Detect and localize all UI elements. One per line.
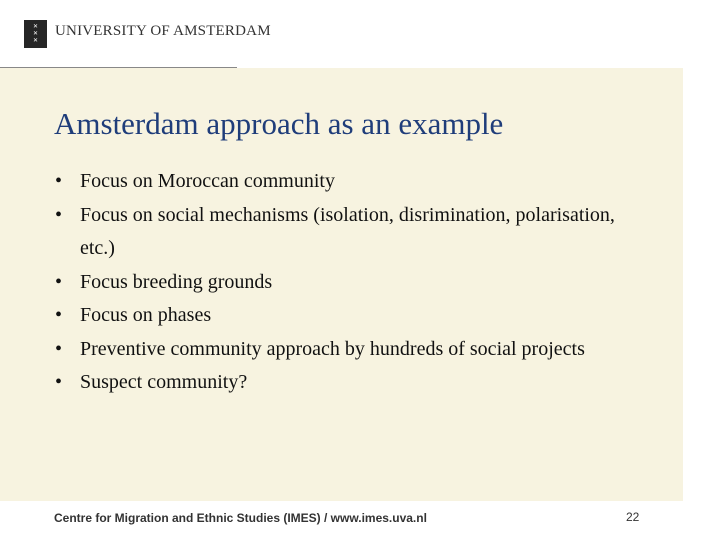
bullet-item: • Focus on phases <box>55 299 640 333</box>
bullet-dot-icon: • <box>55 337 63 360</box>
university-logo-icon: ✕ ✕ ✕ <box>24 20 47 48</box>
page-number: 22 <box>626 510 640 524</box>
bullet-dot-icon: • <box>55 371 63 393</box>
bullet-list <box>55 165 640 400</box>
header <box>0 0 720 68</box>
bullet-dot-icon: • <box>55 170 63 192</box>
university-name: UNIVERSITY OF AMSTERDAM <box>55 23 271 39</box>
bullet-item: • Suspect community? <box>55 366 640 400</box>
bullet-item: • Focus on Moroccan community <box>55 165 640 199</box>
bullet-item: • Focus breeding grounds <box>55 266 640 300</box>
bullet-item: • Preventive community approach by hundreds of social projects <box>55 333 640 367</box>
bullet-item: • Focus on social mechanisms (isolation, disrimination, polarisation, etc.) <box>55 199 640 266</box>
bullet-dot-icon: • <box>55 304 63 326</box>
footer <box>0 501 720 540</box>
bullet-dot-icon: • <box>55 270 63 293</box>
footer-text: Centre for Migration and Ethnic Studies (IMES) / www.imes.uva.nl <box>54 511 427 525</box>
bullet-dot-icon: • <box>55 203 63 226</box>
slide-title: Amsterdam approach as an example <box>54 106 504 141</box>
